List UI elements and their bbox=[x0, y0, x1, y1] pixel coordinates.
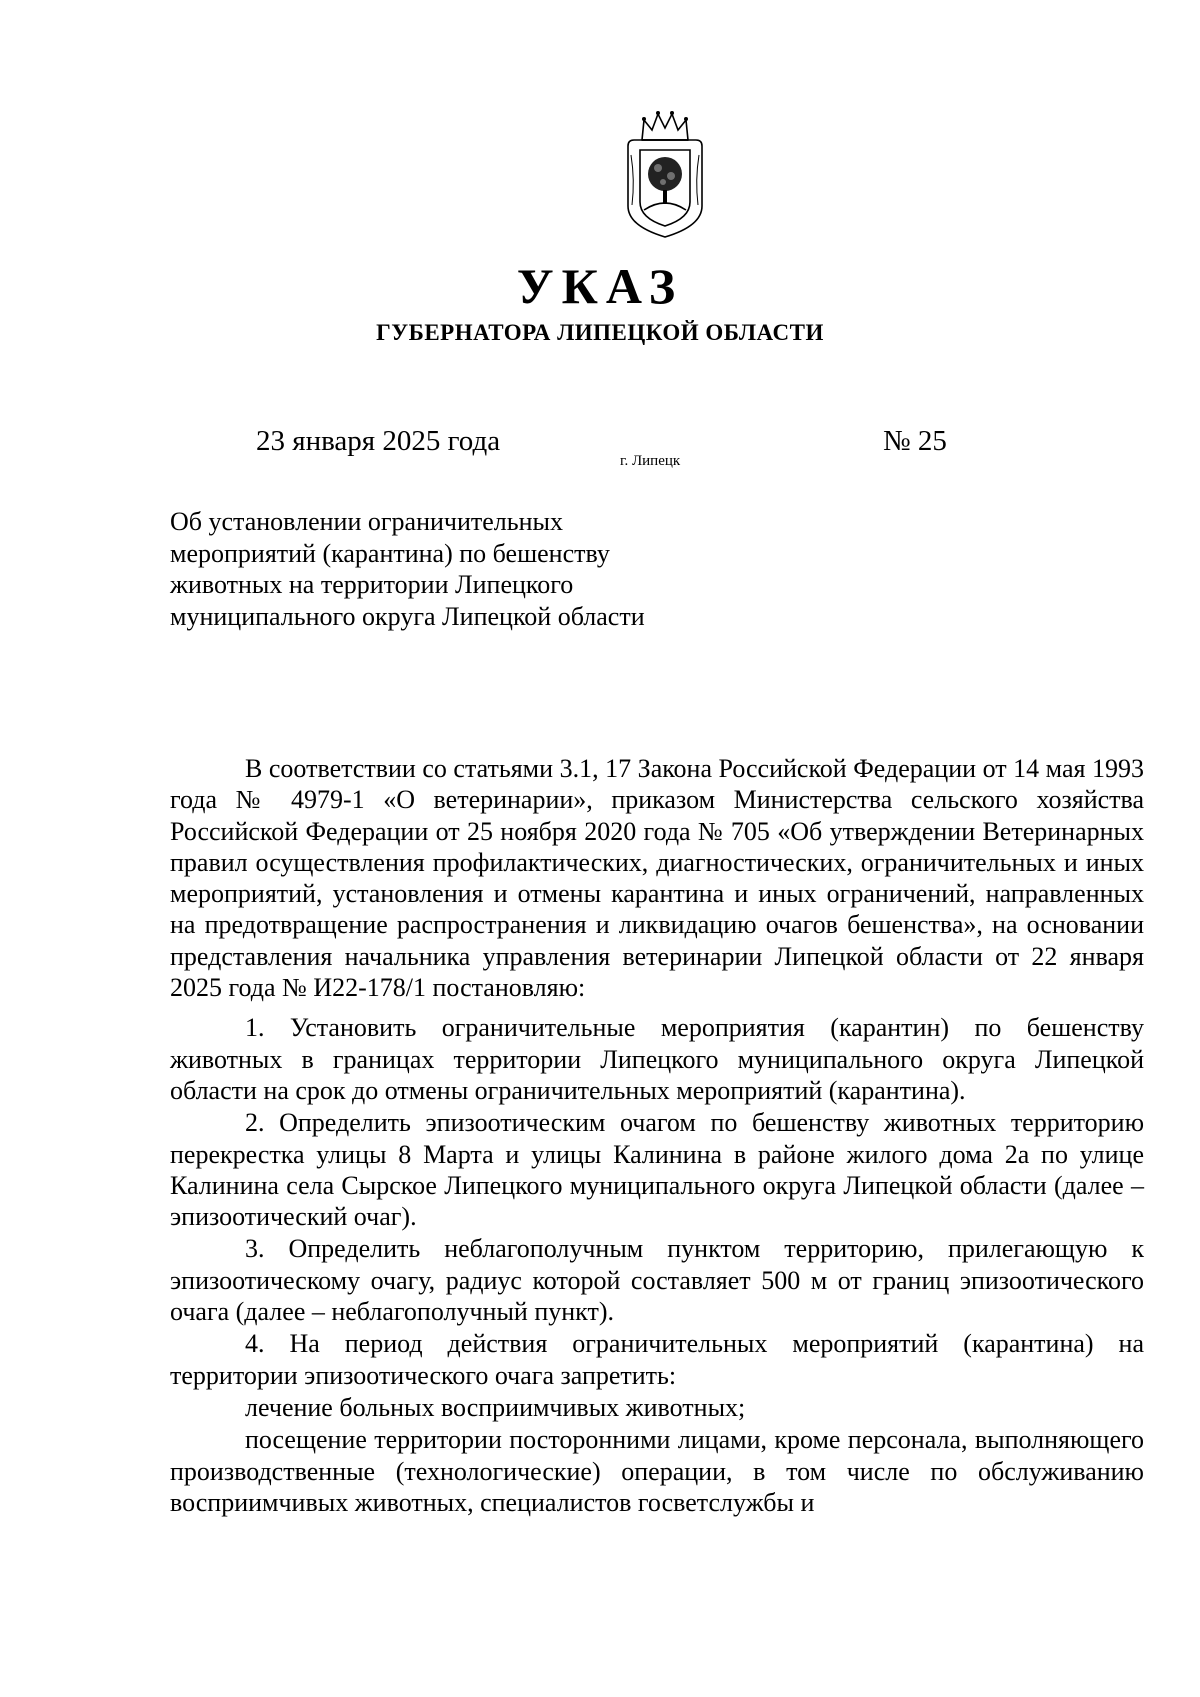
document-subtitle: ГУБЕРНАТОРА ЛИПЕЦКОЙ ОБЛАСТИ bbox=[376, 320, 824, 345]
clause-3-paragraph: 3. Определить неблагополучным пунктом территорию, прилегающую к эпизоотическому очагу, радиус которой составляет 500 м от границ эпизоотического очага (далее – неблагополучный пункт). bbox=[170, 1234, 1144, 1327]
clause-4-item-paragraph: посещение территории посторонними лицами, кроме персонала, выполняющего производственные (технологические) операции, в том числе по обслуживанию восприимчивых животных, специалистов госветслужбы и bbox=[170, 1425, 1144, 1517]
decree-number: № 25 bbox=[883, 425, 947, 457]
clause-2-paragraph: 2. Определить эпизоотическим очагом по бешенству животных территорию перекрестка улицы 8 Марта и улицы Калинина в районе жилого дома 2а по улице Калинина села Сырское Липецкого муниципального округа Липецкой области (далее – эпизоотический очаг). bbox=[170, 1108, 1144, 1232]
decree-heading bbox=[170, 506, 730, 632]
decree-city: г. Липецк bbox=[620, 453, 681, 469]
heading-line: животных на территории Липецкого bbox=[170, 570, 574, 599]
heading-line: мероприятий (карантина) по бешенству bbox=[170, 538, 610, 568]
heading-line: Об установлении ограничительных bbox=[170, 507, 564, 536]
clause-1-paragraph: 1. Установить ограничительные мероприятия (карантин) по бешенству животных в границах территории Липецкого муниципального округа Липецкой области на срок до отмены ограничительных мероприятий (карантина). bbox=[170, 1013, 1144, 1105]
decree-date: 23 января 2025 года bbox=[256, 425, 501, 457]
coat-of-arms-icon bbox=[620, 110, 710, 240]
decree-body bbox=[170, 753, 1144, 1518]
clause-4-paragraph: 4. На период действия ограничительных мероприятий (карантина) на территории эпизоотического очага запретить: bbox=[170, 1329, 1144, 1390]
heading-line: муниципального округа Липецкой области bbox=[170, 601, 645, 631]
clause-4-item-paragraph: лечение больных восприимчивых животных; bbox=[245, 1392, 746, 1422]
document-title: УКАЗ bbox=[516, 258, 684, 314]
preamble-paragraph: В соответствии со статьями 3.1, 17 Закона Российской Федерации от 14 мая 1993 года № 4979-1 «О ветеринарии», приказом Министерства сельского хозяйства Российской Федерации от 25 ноября 2020 года № 705 «Об утверждении Ветеринарных правил осуществления профилактических, диагностических, ограничительных и иных мероприятий, установления и отмены карантина и иных ограничений, направленных на предотвращение распространения и ликвидацию очагов бешенства», на основании представления начальника управления ветеринарии Липецкой области от 22 января 2025 года № И22-178/1 постановляю: bbox=[170, 754, 1144, 1003]
